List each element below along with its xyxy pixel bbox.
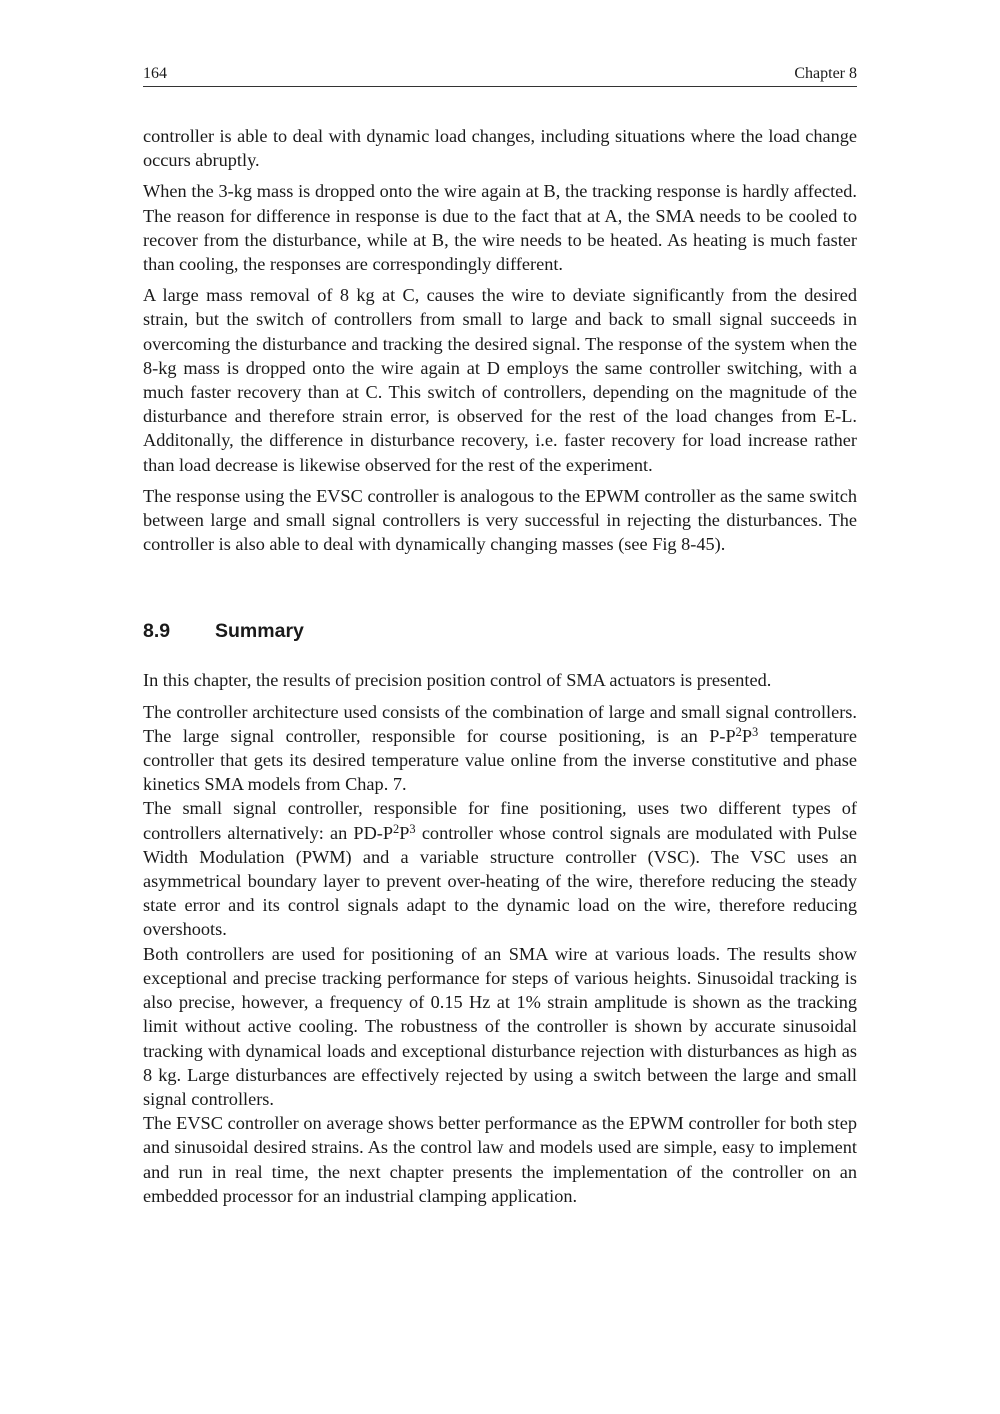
- text-run: The controller architecture used consists of the combination of large and small signal controllers. The large signal controller, responsible for course positioning, is an P-P: [143, 701, 857, 746]
- summary-paragraph-evsc: The EVSC controller on average shows better performance as the EPWM controller for both step and sinusoidal desired strains. As the control law and models used are simple, easy to implement and run in real time, the next chapter presents the implementation of the controller on an embedded processor for an industrial clamping application.: [143, 1113, 857, 1206]
- section-number: 8.9: [143, 620, 171, 643]
- chapter-label: Chapter 8: [794, 65, 857, 82]
- paragraph-mass-dropped: When the 3-kg mass is dropped onto the wire again at B, the tracking response is hardly affected. The reason for difference in response is due to the fact that at A, the SMA needs to be cooled to recover from the disturbance, while at B, the wire needs to be heated. As heating is much faster than cooling, the responses are correspondingly different.: [143, 181, 857, 275]
- summary-paragraph-positioning: Both controllers are used for positioning of an SMA wire at various loads. The results show exceptional and precise tracking performance for steps of various heights. Sinusoidal tracking is also precise, however, a frequency of 0.15 Hz at 1% strain amplitude is shown as the tracking limit without active cooling. The robustness of the controller is shown by accurate sinusoidal tracking with dynamical loads and exceptional disturbance rejection with disturbances as high as 8 kg. Large disturbances are effectively rejected by using a switch between the large and small signal controllers.: [143, 943, 857, 1109]
- text-run: P: [741, 725, 753, 746]
- page: [143, 64, 857, 1208]
- summary-paragraph-architecture: [143, 700, 857, 797]
- page-body: [143, 124, 857, 1208]
- text-run: controller whose control signals are modulated with Pulse Width Modulation (PWM) and a variable structure controller (VSC). The VSC uses an asymmetrical boundary layer to prevent over-heating of the wire, therefore reducing the steady state error and its control signals adapt to the dynamic load on the wire, therefore reducing overshoots.: [143, 822, 857, 940]
- paragraph-large-mass-removal: A large mass removal of 8 kg at C, causes the wire to deviate significantly from the desired strain, but the switch of controllers from small to large and back to small signal succeeds in overcoming the disturbance and tracking the desired signal. The response of the system when the 8-kg mass is dropped onto the wire again at D employs the same controller switching, with a much faster recovery than at C. This switch of controllers, depending on the magnitude of the disturbance and therefore strain error, is observed for the rest of the load changes from E-L. Additonally, the difference in disturbance recovery, i.e. faster recovery for load increase rather than load decrease is likewise observed for the rest of the experiment.: [143, 285, 857, 475]
- paragraph-evsc-response: The response using the EVSC controller is analogous to the EPWM controller as the same switch between large and small signal controllers is very successful in rejecting the disturbances. The controller is also able to deal with dynamically changing masses (see Fig 8-45).: [143, 485, 857, 555]
- summary-paragraph-small-signal: [143, 796, 857, 941]
- paragraph-load-changes: controller is able to deal with dynamic load changes, including situations where the load change occurs abruptly.: [143, 126, 857, 171]
- text-run: The small signal controller, responsible for fine positioning, uses two different types of controllers alternatively: an PD-P: [143, 798, 857, 843]
- text-run: temperature controller that gets its desired temperature value online from the inverse constitutive and phase kinetics SMA models from Chap. 7.: [143, 725, 857, 795]
- page-number: 164: [143, 65, 167, 82]
- section-title: Summary: [215, 620, 304, 643]
- superscript: 2: [735, 724, 742, 739]
- summary-paragraph-intro: In this chapter, the results of precision position control of SMA actuators is presented.: [143, 670, 772, 691]
- superscript: 3: [409, 821, 416, 836]
- text-run: P: [399, 822, 410, 843]
- superscript: 3: [752, 724, 759, 739]
- section-heading: [143, 619, 857, 643]
- running-header: [143, 64, 857, 87]
- superscript: 2: [393, 821, 400, 836]
